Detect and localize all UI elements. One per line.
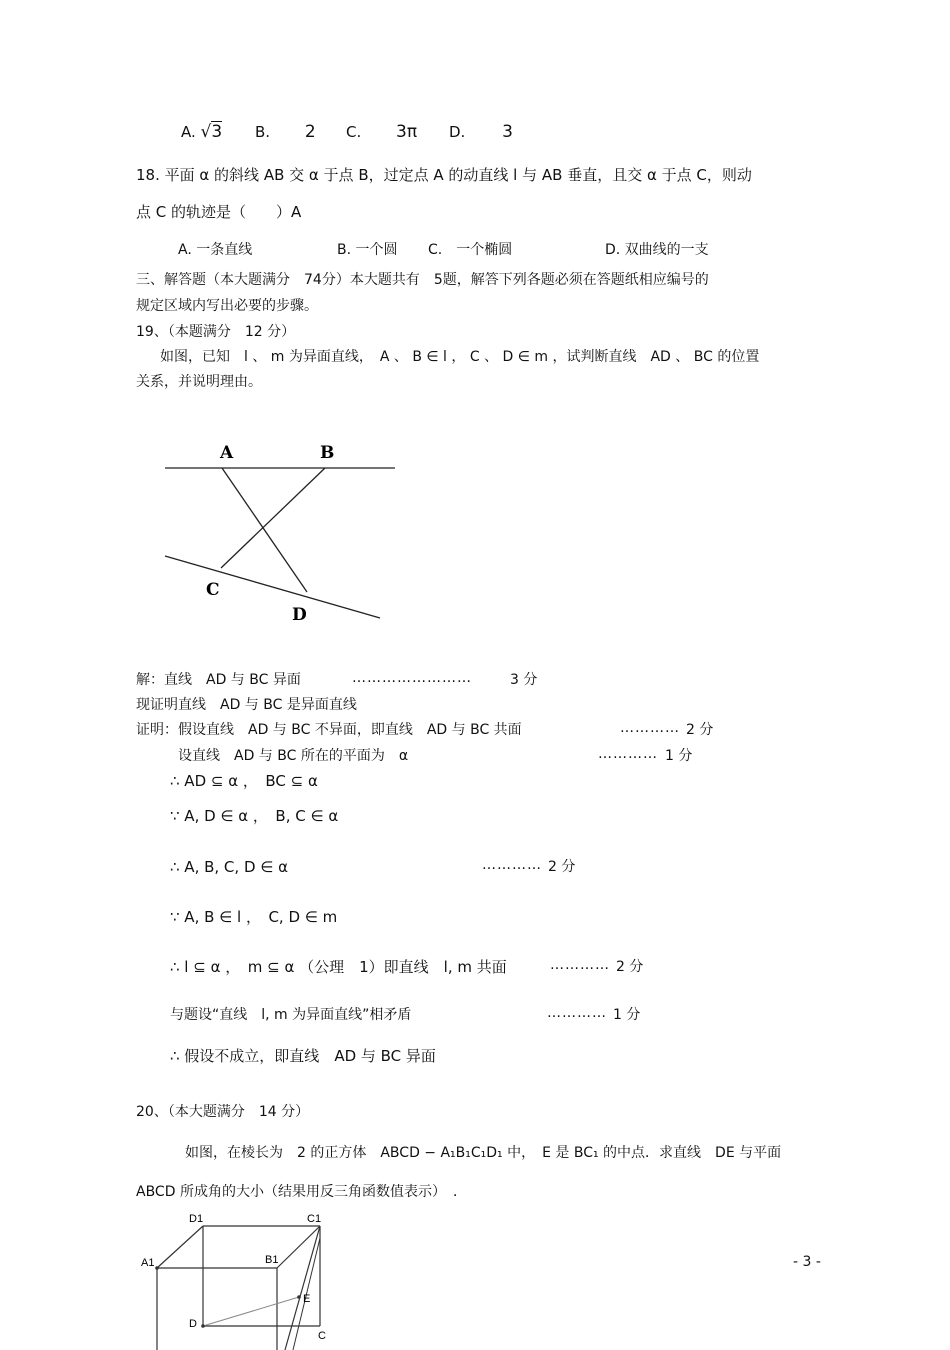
label-a: A [220,443,234,463]
solution-step-7-dots: ………… [482,857,542,873]
q20-cube-figure [135,1210,335,1350]
label-d: D [189,1318,197,1330]
q20-header: 20、（本大题满分 14 分） [136,1104,310,1120]
q17-option-d-label: D. [449,123,466,141]
q17-option-c-value: 3π [396,122,418,142]
q18-option-b: B. 一个圆 [337,242,398,258]
q17-option-a-value: 3 [211,122,223,142]
label-c: C [318,1330,326,1342]
q17-option-b-label: B. [255,123,271,141]
solution-step-1-dots: …………………… [352,670,472,686]
label-c: C [206,580,220,600]
label-c1: C1 [307,1213,322,1225]
solution-step-4-score: 1 分 [665,748,693,764]
sqrt-symbol: √ [200,122,212,142]
solution-step-8: ∵ A, B ∈ l ， C, D ∈ m [170,908,338,926]
q18-option-a: A. 一条直线 [178,242,253,258]
q17-option-d [449,122,513,142]
q18-line1: 18. 平面 α 的斜线 AB 交 α 于点 B，过定点 A 的动直线 l 与 AB 垂直，且交 α 于点 C，则动 [136,166,752,184]
q17-option-c-label: C. [346,123,362,141]
label-d1: D1 [189,1213,204,1225]
label-b: B [320,443,335,463]
q18-line2: 点 C 的轨迹是（ ）A [136,203,302,221]
q17-option-b-value: 2 [304,122,316,142]
q18-option-c: C. 一个椭圆 [428,242,513,258]
point-e [297,1295,301,1299]
solution-step-9-score: 2 分 [616,959,644,975]
q20-line1: 如图，在棱长为 2 的正方体 ABCD − A₁B₁C₁D₁ 中， E 是 BC₁ 的中点．求直线 DE 与平面 [185,1145,782,1161]
solution-step-10: 与题设“直线 l, m 为异面直线”相矛盾 [170,1007,412,1023]
solution-step-9: ∴ l ⊆ α ， m ⊆ α （公理 1）即直线 l, m 共面 [170,958,507,976]
label-a1: A1 [141,1257,155,1269]
q19-line1: 如图，已知 l 、 m 为异面直线， A 、 B ∈ l ， C 、 D ∈ m ，试判断直线 AD 、 BC 的位置 [160,349,760,365]
solution-step-4: 设直线 AD 与 BC 所在的平面为 α [178,748,409,764]
solution-step-1-score: 3 分 [510,672,538,688]
solution-step-9-dots: ………… [550,957,610,973]
q17-option-a [181,122,222,142]
solution-step-3-dots: ………… [620,720,680,736]
solution-step-7-score: 2 分 [548,859,576,875]
q18-option-d: D. 双曲线的一支 [605,242,709,258]
solution-step-3-score: 2 分 [686,722,714,738]
solution-step-11: ∴ 假设不成立，即直线 AD 与 BC 异面 [170,1047,436,1065]
q20-line2: ABCD 所成角的大小（结果用反三角函数值表示） ． [136,1184,467,1200]
segment-bc [221,468,325,568]
q17-option-a-label: A. [181,123,196,141]
edge-a1-d1 [157,1226,203,1268]
q19-line2: 关系，并说明理由。 [136,374,262,390]
q19-header: 19、（本题满分 12 分） [136,324,296,340]
section3-line1: 三、解答题（本大题满分 74分）本大题共有 5题，解答下列各题必须在答题纸相应编号的 [136,272,709,288]
solution-step-10-dots: ………… [547,1005,607,1021]
q19-figure [160,438,420,638]
solution-step-5: ∴ AD ⊆ α ， BC ⊆ α [170,772,318,790]
point-a1 [155,1266,159,1270]
segment-d-e [203,1297,299,1326]
q17-option-c [346,122,417,142]
label-b1: B1 [265,1254,279,1266]
solution-step-7: ∴ A, B, C, D ∈ α [170,858,288,876]
page-number: - 3 - [793,1254,821,1270]
solution-step-6: ∵ A, D ∈ α ， B, C ∈ α [170,807,339,825]
section3-line2: 规定区域内写出必要的步骤。 [136,298,318,314]
solution-step-4-dots: ………… [598,746,658,762]
q17-option-b [255,122,316,142]
solution-step-1: 解：直线 AD 与 BC 异面 [136,672,301,688]
solution-step-3: 证明：假设直线 AD 与 BC 不异面，即直线 AD 与 BC 共面 [136,722,522,738]
q17-option-d-value: 3 [502,122,513,142]
segment-ad [222,468,307,592]
solution-step-10-score: 1 分 [613,1007,641,1023]
solution-step-2: 现证明直线 AD 与 BC 是异面直线 [136,697,357,713]
line-m [165,556,380,618]
label-d: D [292,605,307,625]
label-e: E [303,1293,311,1305]
point-d [201,1324,205,1328]
segment-b-c1 [285,1226,320,1350]
